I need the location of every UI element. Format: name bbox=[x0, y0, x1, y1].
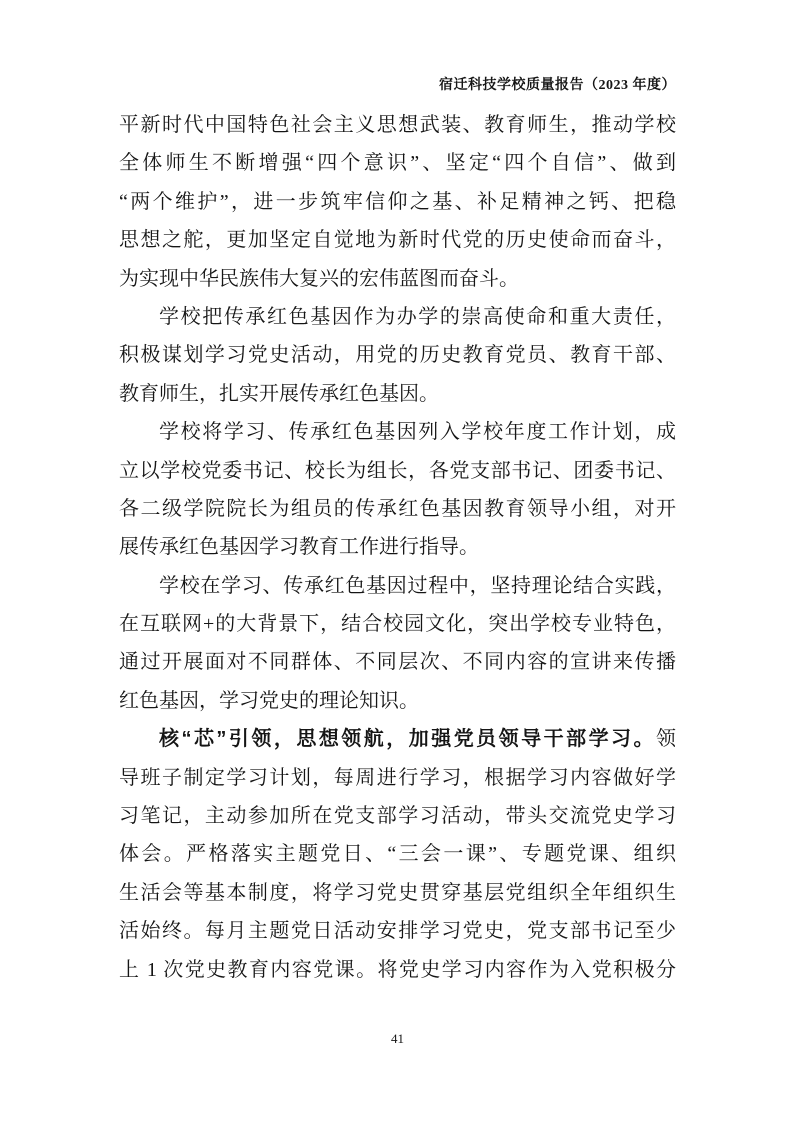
text-segment: 通过开展面对不同群体、不同层次、不同内容的宣讲来传播 bbox=[119, 651, 676, 674]
text-line bbox=[119, 605, 676, 643]
text-segment: 活始终。每月主题党日活动安排学习党史，党支部书记至少 bbox=[119, 920, 676, 943]
text-line bbox=[119, 912, 676, 950]
text-line bbox=[119, 221, 676, 259]
text-segment: “两个维护”，进一步筑牢信仰之基、补足精神之钙、把稳 bbox=[119, 190, 676, 213]
text-segment: 导班子制定学习计划，每周进行学习，根据学习内容做好学 bbox=[119, 766, 676, 789]
text-line bbox=[119, 413, 676, 451]
text-line bbox=[119, 144, 676, 182]
text-line bbox=[119, 951, 676, 989]
text-segment: 教育师生，扎实开展传承红色基因。 bbox=[119, 382, 439, 405]
text-line bbox=[119, 490, 676, 528]
text-line bbox=[119, 567, 676, 605]
text-segment: 学校把传承红色基因作为办学的崇高使命和重大责任， bbox=[159, 305, 676, 328]
text-line bbox=[119, 720, 676, 758]
text-line bbox=[119, 759, 676, 797]
text-line bbox=[119, 183, 676, 221]
document-body bbox=[119, 106, 676, 989]
text-segment: 各二级学院院长为组员的传承红色基因教育领导小组，对开 bbox=[119, 497, 676, 520]
text-line bbox=[119, 874, 676, 912]
text-segment: 上 1 次党史教育内容党课。将党史学习内容作为入党积极分 bbox=[119, 958, 676, 981]
page-header-title: 宿迁科技学校质量报告（2023 年度） bbox=[439, 78, 676, 93]
bold-text-segment: 核“芯”引领，思想领航，加强党员领导干部学习。 bbox=[159, 728, 656, 751]
text-segment: 红色基因，学习党史的理论知识。 bbox=[119, 689, 419, 712]
text-line bbox=[119, 336, 676, 374]
text-segment: 立以学校党委书记、校长为组长，各党支部书记、团委书记、 bbox=[119, 459, 676, 482]
text-line bbox=[119, 452, 676, 490]
text-segment: 平新时代中国特色社会主义思想武装、教育师生，推动学校 bbox=[119, 114, 676, 136]
text-line bbox=[119, 643, 676, 681]
text-segment: 在互联网+的大背景下，结合校园文化，突出学校专业特色， bbox=[119, 613, 676, 636]
text-line bbox=[119, 260, 676, 298]
text-line bbox=[119, 528, 676, 566]
text-segment: 学校将学习、传承红色基因列入学校年度工作计划，成 bbox=[159, 421, 676, 444]
text-segment: 全体师生不断增强“四个意识”、坚定“四个自信”、做到 bbox=[119, 152, 676, 175]
text-segment: 为实现中华民族伟大复兴的宏伟蓝图而奋斗。 bbox=[119, 267, 519, 290]
text-segment: 展传承红色基因学习教育工作进行指导。 bbox=[119, 536, 479, 559]
page-number: 41 bbox=[391, 1031, 404, 1046]
text-line bbox=[119, 797, 676, 835]
text-segment: 生活会等基本制度，将学习党史贯穿基层党组织全年组织生 bbox=[119, 881, 676, 904]
text-line bbox=[119, 298, 676, 336]
text-segment: 思想之舵，更加坚定自觉地为新时代党的历史使命而奋斗， bbox=[119, 229, 676, 252]
text-segment: 领 bbox=[656, 728, 676, 751]
text-line bbox=[119, 682, 676, 720]
text-segment: 体会。严格落实主题党日、“三会一课”、专题党课、组织 bbox=[119, 843, 676, 866]
text-segment: 学校在学习、传承红色基因过程中，坚持理论结合实践， bbox=[159, 574, 676, 597]
text-segment: 积极谋划学习党史活动，用党的历史教育党员、教育干部、 bbox=[119, 344, 676, 367]
text-segment: 习笔记，主动参加所在党支部学习活动，带头交流党史学习 bbox=[119, 805, 676, 828]
text-line bbox=[119, 835, 676, 873]
text-line bbox=[119, 375, 676, 413]
text-line bbox=[119, 106, 676, 144]
